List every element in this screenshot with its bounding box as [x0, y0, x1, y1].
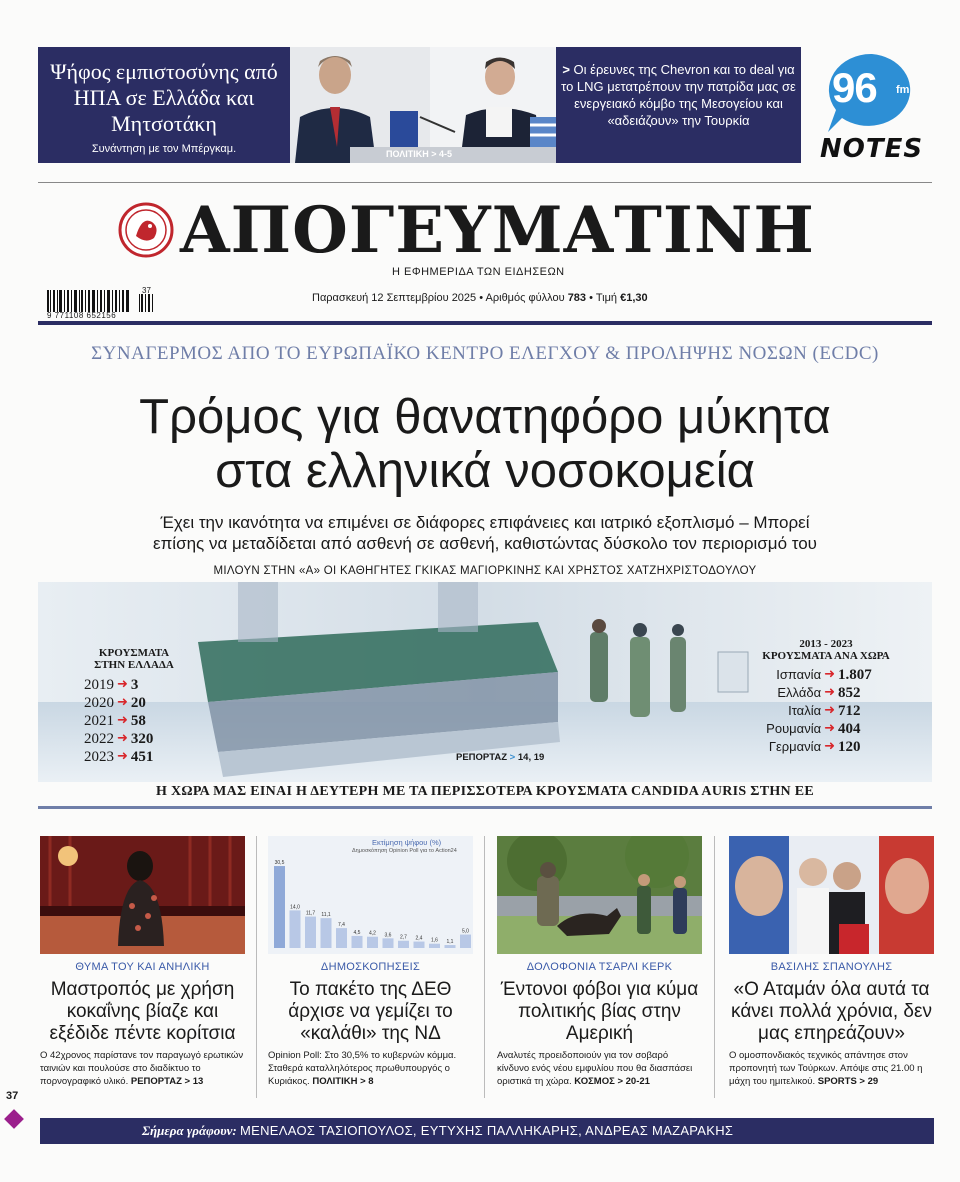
- story-kicker: ΒΑΣΙΛΗΣ ΣΠΑΝΟΥΛΗΣ: [770, 961, 893, 973]
- issue-number: 783: [567, 292, 587, 304]
- country-value: 712: [838, 703, 861, 719]
- greece-year: 2021: [84, 713, 114, 729]
- arrow-right-icon: ➜: [824, 685, 835, 700]
- country-value: 404: [838, 721, 861, 737]
- greece-year: 2023: [84, 749, 114, 765]
- story-kicker: ΔΗΜΟΣΚΟΠΗΣΕΙΣ: [320, 961, 421, 973]
- story-headline: «Ο Αταμάν όλα αυτά τα κάνει πολλά χρόνια, δεν μας επηρεάζουν»: [731, 979, 932, 1044]
- poll-bar-label: 4,2: [369, 930, 376, 937]
- story-body: [497, 1049, 702, 1088]
- poll-bar-label: 3,6: [384, 932, 392, 939]
- country-cases-row: [746, 738, 906, 756]
- poll-subtitle: Δημοσκόπηση Opinion Poll για το Action24: [352, 848, 457, 854]
- poll-bar: [336, 928, 347, 948]
- country-name: Ρουμανία: [766, 721, 822, 736]
- issue-label: Αριθμός φύλλου: [485, 292, 565, 304]
- poll-bar: [321, 918, 332, 948]
- story-body: [40, 1049, 245, 1088]
- poll-bar-label: 7,4: [338, 922, 345, 929]
- footer-label: Σήμερα γράφουν:: [142, 1123, 237, 1138]
- poll-bar: [383, 938, 394, 948]
- barcode: [47, 286, 157, 320]
- story-card[interactable]: [40, 836, 245, 1088]
- country-name: Γερμανία: [768, 739, 822, 754]
- poll-bar-label: 2,7: [400, 934, 407, 941]
- main-deck: [38, 512, 932, 554]
- main-authors: ΜΙΛΟΥΝ ΣΤΗΝ «Α» ΟΙ ΚΑΘΗΓΗΤΕΣ ΓΚΙΚΑΣ ΜΑΓΙΟΡΚΙΝΗΣ ΚΑΙ ΧΡΗΣΤΟΣ ΧΑΤΖΗΧΡΙΣΤΟΔΟΥΛΟΥ: [213, 565, 757, 577]
- poll-chart: [268, 836, 473, 954]
- story-body: [268, 1049, 473, 1088]
- radio-suffix: fm: [896, 84, 910, 96]
- radio-number: 96: [832, 64, 877, 111]
- story-headline: Έντονοι φόβοι για κύμα πολιτικής βίας στην Αμερική: [500, 979, 699, 1044]
- price-label: Τιμή: [595, 292, 618, 304]
- chevron-right-icon: >: [562, 62, 574, 77]
- column-divider: [484, 836, 485, 1098]
- greece-cases-row: [84, 676, 224, 694]
- greece-cases-box: [84, 647, 224, 766]
- story-page-ref[interactable]: SPORTS > 29: [817, 1076, 879, 1087]
- country-value: 120: [838, 739, 861, 755]
- main-deck-line2: επίσης να μεταδίδεται από ασθενή σε ασθενή, καθιστώντας δύσκολο τον περιορισμό του: [153, 534, 817, 553]
- poll-bar-label: 4,5: [353, 929, 361, 936]
- story-page-ref[interactable]: ΡΕΠΟΡΤΑΖ > 13: [130, 1076, 204, 1087]
- main-kicker: ΣΥΝΑΓΕΡΜΟΣ ΑΠΟ ΤΟ ΕΥΡΩΠΑΪΚΟ ΚΕΝΤΡΟ ΕΛΕΓΧΟΥ & ΠΡΟΛΗΨΗΣ ΝΟΣΩΝ (ECDC): [91, 343, 879, 364]
- greece-cases-row: [84, 694, 224, 712]
- story-body-text: Ο ομοσπονδιακός τεχνικός απάντησε στον προπονητή των Τούρκων. Απόψε στις 21.00 η μάχη του ημιτελικού.: [729, 1050, 923, 1087]
- poll-bar: [398, 941, 409, 948]
- greece-value: 3: [130, 677, 139, 693]
- story-page-ref[interactable]: ΚΟΣΜΟΣ > 20-21: [574, 1076, 650, 1087]
- greece-value: 20: [130, 695, 146, 711]
- date-line: Παρασκευή 12 Σεπτεμβρίου 2025 • Αριθμός φύλλου 783 • Τιμή €1,30: [312, 292, 648, 304]
- poll-bar-label: 1,6: [431, 937, 438, 944]
- poll-bar: [460, 935, 471, 948]
- radio-name: NOTES: [820, 134, 924, 164]
- main-headline-line1: Τρόμος για θανατηφόρο μύκητα: [139, 390, 831, 444]
- main-headline[interactable]: [38, 390, 932, 498]
- story-body: [729, 1049, 934, 1088]
- country-cases-row: [746, 720, 906, 738]
- poll-bar: [290, 910, 301, 948]
- greece-cases-row: [84, 712, 224, 730]
- greece-cases-row: [84, 730, 224, 748]
- poll-bar: [305, 917, 316, 948]
- diamond-marker-icon: [4, 1109, 24, 1129]
- greece-year: 2019: [84, 677, 114, 693]
- poll-bar-label: 11,7: [305, 910, 316, 917]
- column-divider: [256, 836, 257, 1098]
- greece-value: 320: [130, 731, 154, 747]
- column-divider: [714, 836, 715, 1098]
- country-cases-title-2: ΚΡΟΥΣΜΑΤΑ ΑΝΑ ΧΩΡΑ: [762, 650, 890, 662]
- country-name: Ελλάδα: [777, 685, 822, 700]
- greece-year: 2022: [84, 731, 114, 747]
- divider: [38, 806, 932, 809]
- teaser-right-headline: Οι έρευνες της Chevron και το deal για το LNG μετατρέπουν την πατρίδα μας σε ενεργειακό κόμβο της Μεσογείου και «αδειάζουν» την Τουρκία: [561, 62, 796, 128]
- greece-cases-title-1: ΚΡΟΥΣΜΑΤΑ: [98, 647, 170, 659]
- arrow-right-icon: ➜: [117, 677, 128, 692]
- radio-logo[interactable]: [822, 48, 922, 168]
- country-value: 1.807: [838, 667, 872, 683]
- main-headline-line2: στα ελληνικά νοσοκομεία: [215, 444, 755, 498]
- greece-cases-row: [84, 748, 224, 766]
- teaser-right[interactable]: [556, 47, 801, 163]
- greece-year: 2020: [84, 695, 114, 711]
- poll-bar: [274, 866, 285, 948]
- poll-bar: [429, 944, 440, 948]
- masthead-subtitle: Η ΕΦΗΜΕΡΙΔΑ ΤΩΝ ΕΙΔΗΣΕΩΝ: [392, 266, 565, 278]
- poll-bar: [445, 945, 456, 948]
- arrow-right-icon: ➜: [824, 703, 835, 718]
- teaser-left-sub: Συνάντηση με τον Μπέργκαμ.: [91, 143, 237, 155]
- police-dog-photo: [497, 836, 702, 954]
- report-reference[interactable]: [456, 752, 544, 763]
- greece-value: 451: [130, 749, 154, 765]
- story-body-text: Opinion Poll: Στο 30,5% το κυβερνών κόμμα. Σταθερά καταλληλότερος πρωθυπουργός ο Κυριάκος.: [268, 1050, 457, 1087]
- hospital-photo[interactable]: [38, 582, 932, 782]
- main-caption: Η ΧΩΡΑ ΜΑΣ ΕΙΝΑΙ Η ΔΕΥΤΕΡΗ ΜΕ ΤΑ ΠΕΡΙΣΣΟΤΕΡΑ ΚΡΟΥΣΜΑΤΑ CANDIDA AURIS ΣΤΗΝ ΕΕ: [155, 784, 815, 799]
- story-card[interactable]: [268, 836, 473, 1088]
- poll-bar-label: 1,1: [446, 939, 454, 946]
- barcode-number: 9 771108 652156: [47, 311, 117, 320]
- story-body-text: Αναλυτές προειδοποιούν για τον σοβαρό κίνδυνο ενός νέου εμφυλίου που θα διασπάσει οριστικά τη χώρα.: [497, 1050, 693, 1087]
- country-cases-title-1: 2013 - 2023: [799, 638, 853, 650]
- chevron-right-icon: >: [509, 752, 516, 763]
- story-page-ref[interactable]: ΠΟΛΙΤΙΚΗ > 8: [312, 1076, 374, 1087]
- story-kicker: ΘΥΜΑ ΤΟΥ ΚΑΙ ΑΝΗΛΙΚΗ: [75, 961, 210, 973]
- arrow-right-icon: ➜: [117, 695, 128, 710]
- greece-value: 58: [130, 713, 146, 729]
- poll-bar: [352, 936, 363, 948]
- story-photo: [497, 836, 702, 954]
- report-pages: 14, 19: [517, 752, 545, 763]
- coaches-photo: [729, 836, 934, 954]
- story-photo: [40, 836, 245, 954]
- divider: [38, 182, 932, 183]
- masthead-title[interactable]: ΑΠΟΓΕΥΜΑΤΙΝΗ: [180, 193, 815, 268]
- poll-bar-label: 11,1: [321, 912, 331, 919]
- issue-date: Παρασκευή 12 Σεπτεμβρίου 2025: [312, 292, 477, 304]
- poll-bar-label: 14,0: [290, 904, 300, 911]
- footer-writers: [40, 1118, 934, 1144]
- barcode-icon: [47, 290, 157, 312]
- country-cases-row: [746, 702, 906, 720]
- masthead-rule: [38, 321, 932, 325]
- teaser-left[interactable]: [38, 47, 290, 163]
- arrow-right-icon: ➜: [824, 721, 835, 736]
- country-name: Ιταλία: [788, 703, 822, 718]
- teaser-photo[interactable]: [290, 47, 556, 163]
- country-value: 852: [838, 685, 861, 701]
- arrow-right-icon: ➜: [824, 667, 835, 682]
- story-kicker: ΔΟΛΟΦΟΝΙΑ ΤΣΑΡΛΙ ΚΕΡΚ: [526, 961, 673, 973]
- arrow-right-icon: ➜: [117, 731, 128, 746]
- newspaper-emblem-icon: [118, 202, 174, 258]
- bedroom-photo: [40, 836, 245, 954]
- story-headline: Το πακέτο της ΔΕΘ άρχισε να γεμίζει το «καλάθι» της ΝΔ: [288, 979, 453, 1044]
- page-number: 37: [6, 1090, 19, 1102]
- poll-bar-label: 30,5: [274, 860, 285, 867]
- teaser-left-headline: Ψήφος εμπιστοσύνης από ΗΠΑ σε Ελλάδα και Μητσοτάκη: [50, 59, 278, 136]
- main-deck-line1: Έχει την ικανότητα να επιμένει σε διάφορες επιφάνειες και ιατρικό εξοπλισμό – Μπορεί: [160, 513, 810, 532]
- arrow-right-icon: ➜: [117, 713, 128, 728]
- poll-title: Εκτίμηση ψήφου (%): [372, 838, 442, 847]
- meeting-photo: [290, 47, 556, 163]
- arrow-right-icon: ➜: [824, 739, 835, 754]
- story-body-text: Ο 42χρονος παρίστανε τον παραγωγό ερωτικών ταινιών και πουλούσε στο διαδίκτυο το πορνογραφικό υλικό.: [40, 1050, 244, 1087]
- story-card[interactable]: [497, 836, 702, 1088]
- story-card[interactable]: [729, 836, 934, 1088]
- masthead-emblem[interactable]: [118, 202, 174, 258]
- story-photo: [729, 836, 934, 954]
- country-name: Ισπανία: [776, 667, 822, 682]
- story-headline: Μαστροπός με χρήση κοκαΐνης βίαζε και εξέδιδε πέντε κορίτσια: [49, 979, 236, 1044]
- poll-bars: [268, 836, 473, 954]
- poll-bar-label: 2,4: [415, 935, 423, 942]
- greece-cases-title-2: ΣΤΗΝ ΕΛΛΑΔΑ: [94, 659, 174, 671]
- country-cases-box: [746, 638, 906, 756]
- poll-bar: [367, 937, 378, 948]
- teaser-photo-caption: ΠΟΛΙΤΙΚΗ > 4-5: [386, 149, 453, 159]
- arrow-right-icon: ➜: [117, 749, 128, 764]
- report-label: ΡΕΠΟΡΤΑΖ: [456, 752, 508, 763]
- country-cases-row: [746, 666, 906, 684]
- poll-bar: [414, 942, 425, 948]
- barcode-addon: 37: [142, 286, 151, 295]
- footer-names: ΜΕΝΕΛΑΟΣ ΤΑΣΙΟΠΟΥΛΟΣ, ΕΥΤΥΧΗΣ ΠΑΛΛΗΚΑΡΗΣ, ΑΝΔΡΕΑΣ ΜΑΖΑΡΑΚΗΣ: [240, 1123, 734, 1138]
- country-cases-row: [746, 684, 906, 702]
- price-value: €1,30: [620, 292, 648, 304]
- poll-bar-label: 5,0: [462, 928, 469, 935]
